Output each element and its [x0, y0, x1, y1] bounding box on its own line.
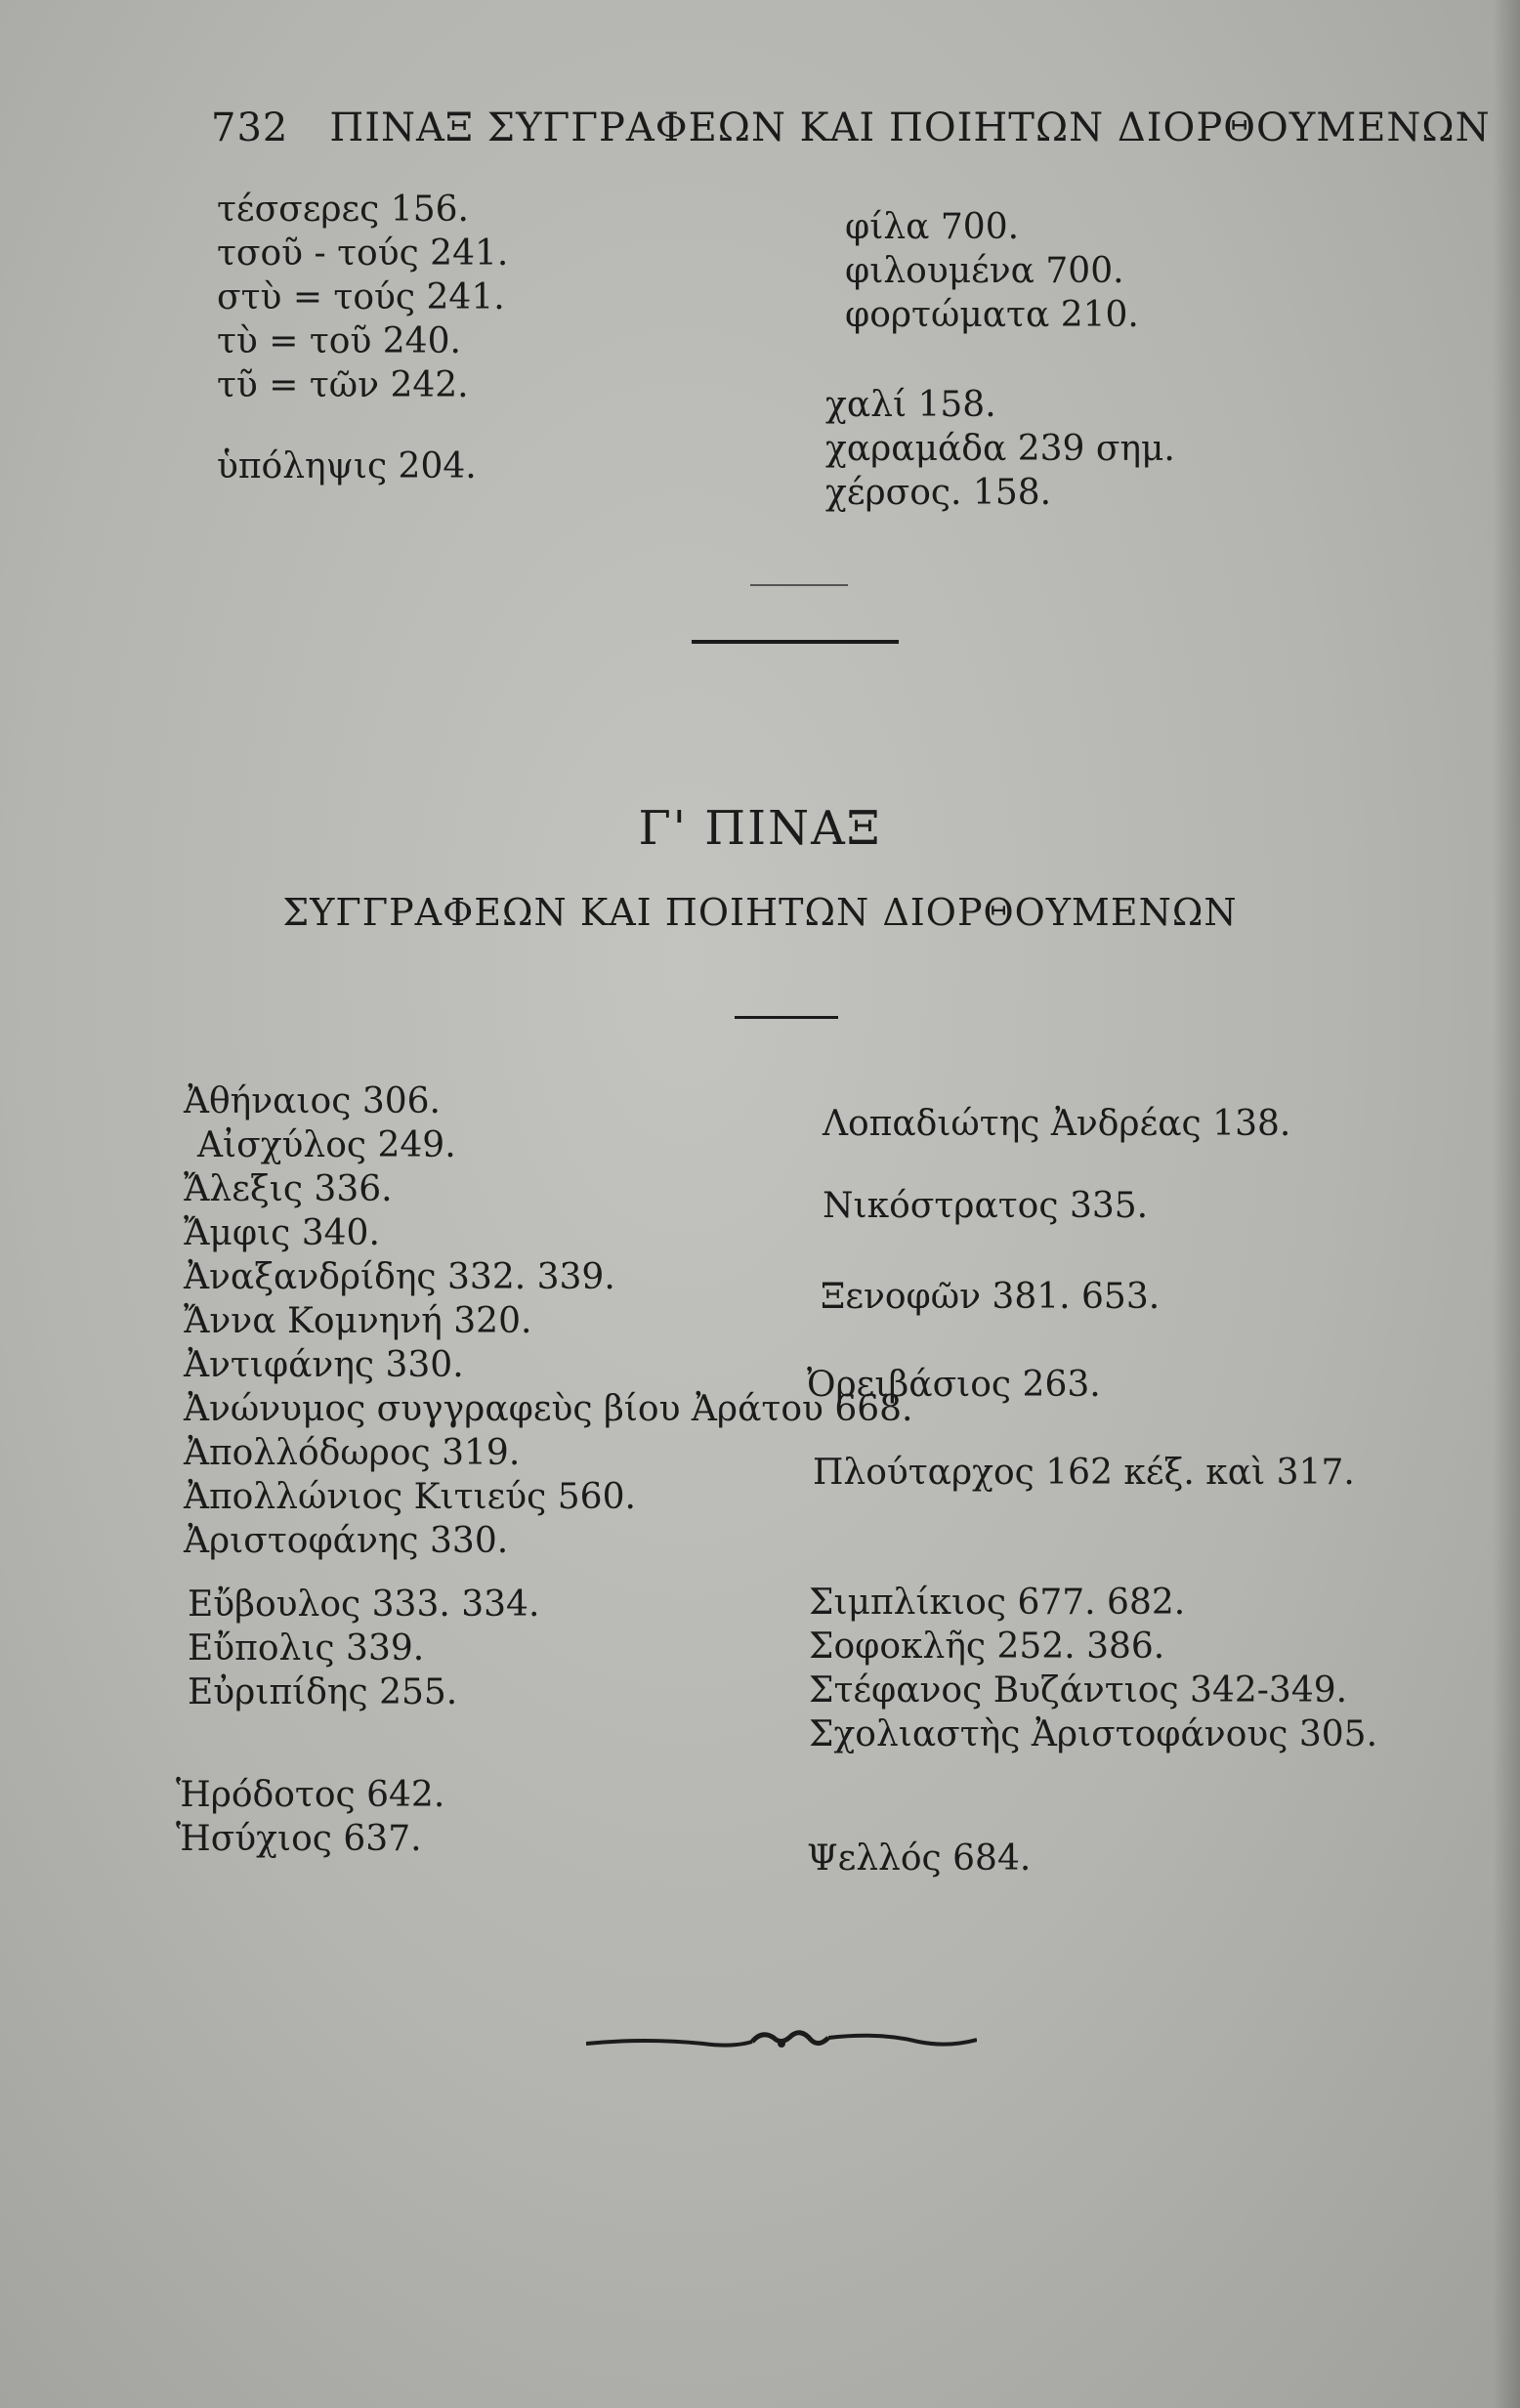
index-entry: Ἀνώνυμος συγγραφεὺς βίου Ἀράτου 668. — [184, 1389, 913, 1429]
index-entry: Νικόστρατος 335. — [823, 1186, 1149, 1226]
index-entry: χαραμάδα 239 σημ. — [825, 429, 1175, 469]
index-entry: Ἄννα Κομνηνή 320. — [184, 1301, 532, 1341]
index-entry: στὺ = τούς 241. — [217, 277, 505, 317]
index-entry: Ἄμφις 340. — [184, 1213, 380, 1253]
index-column-left-alpha — [184, 1079, 912, 1563]
index-entry: τέσσερες 156. — [217, 190, 469, 230]
index-entry: φορτώματα 210. — [845, 295, 1139, 335]
index-entry: φίλα 700. — [845, 207, 1020, 247]
index-entry: Ἀθήναιος 306. — [184, 1081, 441, 1121]
ornament-tailpiece — [586, 2024, 977, 2067]
index-entry: Ὀρειβάσιος 263. — [807, 1365, 1101, 1405]
index-entry: Πλούταρχος 162 κέξ. καὶ 317. — [813, 1453, 1355, 1493]
index-entry: Σχολιαστὴς Ἀριστοφάνους 305. — [809, 1714, 1378, 1754]
index-entry: Ψελλός 684. — [807, 1838, 1032, 1879]
index-entry: Εὔβουλος 333. 334. — [188, 1584, 540, 1625]
section-subtitle: ΣΥΓΓΡΑΦΕΩΝ ΚΑΙ ΠΟΙΗΤΩΝ ΔΙΟΡΘΟΥΜΕΝΩΝ — [282, 891, 1238, 934]
index-entry: Ἀντιφάνης 330. — [184, 1345, 464, 1385]
index-entry: Ἡρόδοτος 642. — [176, 1775, 445, 1815]
index-entry: Ἄλεξις 336. — [184, 1169, 393, 1209]
index-entry: Ἀπολλώνιος Κιτιεύς 560. — [184, 1477, 636, 1517]
index-entry: Λοπαδιώτης Ἀνδρέας 138. — [823, 1104, 1291, 1144]
index-entry: ὑπόληψις 204. — [217, 446, 477, 486]
index-entry: Σοφοκλῆς 252. 386. — [809, 1626, 1165, 1667]
index-entry: Εὐριπίδης 255. — [188, 1672, 458, 1712]
index-column-left-eta — [176, 1773, 444, 1861]
index-entry: Ἀριστοφάνης 330. — [184, 1521, 509, 1561]
index-column-right-sigma — [809, 1581, 1377, 1756]
index-column-left-epsilon — [188, 1583, 539, 1714]
index-entry: τσοῦ - τούς 241. — [217, 233, 509, 274]
index-entry: Εὔπολις 339. — [188, 1628, 425, 1669]
index-entry: τὺ = τοῦ 240. — [217, 321, 461, 361]
continued-index-right-chi — [825, 383, 1175, 515]
index-entry: Ἀναξανδρίδης 332. 339. — [184, 1257, 615, 1297]
index-entry: Ἡσύχιος 637. — [176, 1819, 422, 1859]
page-edge-shadow — [1493, 0, 1520, 2408]
index-entry: Ξενοφῶν 381. 653. — [821, 1277, 1161, 1317]
index-entry: Σιμπλίκιος 677. 682. — [809, 1583, 1186, 1623]
index-entry: Αἰσχύλος 249. — [197, 1125, 456, 1165]
section-title: Γ' ΠΙΝΑΞ — [638, 801, 882, 856]
running-title: ΠΙΝΑΞ ΣΥΓΓΡΑΦΕΩΝ ΚΑΙ ΠΟΙΗΤΩΝ ΔΙΟΡΘΟΥΜΕΝΩΝ — [329, 106, 1491, 150]
running-header — [211, 106, 1491, 150]
section-divider-rule — [692, 640, 899, 644]
page-number: 732 — [211, 106, 289, 150]
index-entry: χαλί 158. — [825, 385, 996, 425]
index-entry: Ἀπολλόδωρος 319. — [184, 1433, 521, 1473]
index-entry: φιλουμένα 700. — [845, 251, 1124, 291]
index-entry: Στέφανος Βυζάντιος 342-349. — [809, 1670, 1348, 1711]
index-entry: τῦ = τῶν 242. — [217, 365, 469, 405]
continued-index-right-phi — [845, 205, 1139, 337]
continued-index-left — [217, 188, 508, 407]
subtitle-rule — [735, 1016, 838, 1019]
index-entry: χέρσος. 158. — [825, 473, 1052, 513]
stray-mark — [750, 584, 848, 586]
